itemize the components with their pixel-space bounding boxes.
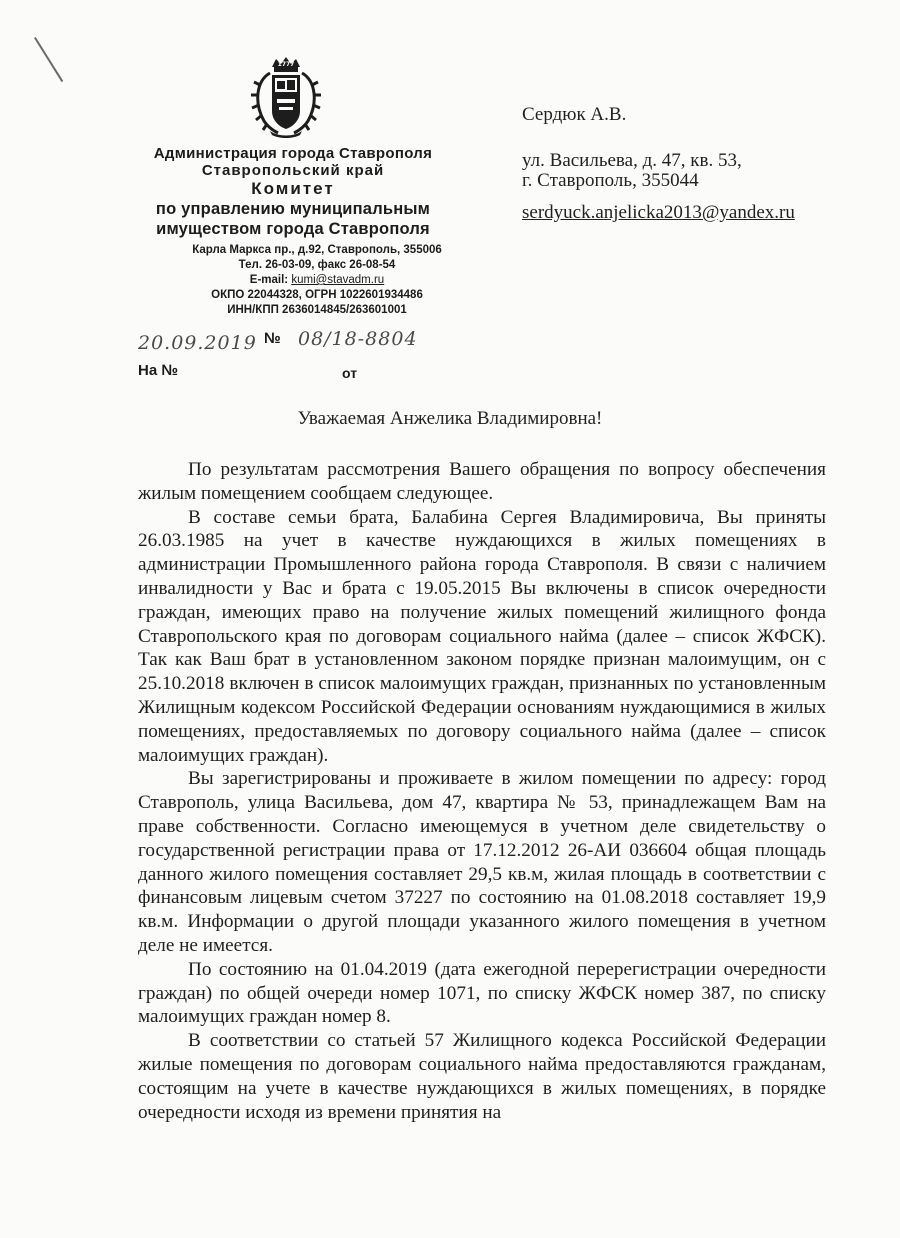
org-region: Ставропольский край [201, 162, 385, 179]
registration-date: 20.09.2019 [138, 332, 257, 354]
org-email-link[interactable]: kumi@stavadm.ru [291, 274, 385, 286]
org-okpo: ОКПО 22044328, ОГРН 1022601934486 [211, 289, 423, 301]
reference-from-label: от [342, 365, 358, 381]
letterhead-text [118, 145, 468, 318]
reference-number-label: На № [138, 362, 179, 379]
registration-number: 08/18-8804 [298, 328, 418, 350]
recipient-name: Сердюк А.В. [522, 104, 627, 125]
salutation: Уважаемая Анжелика Владимировна! [297, 408, 603, 429]
body-paragraph: В составе семьи брата, Балабина Сергея Владимировича, Вы приняты 26.03.1985 на учет в качестве нуждающихся в жилых помещениях в администрации Промышленного района города Ставрополя. В связи с наличием инвалидности у Вас и брата с 19.05.2015 Вы включены в список очередности граждан, имеющих право на получение жилых помещений жилищного фонда Ставропольского края по договорам социального найма (далее – список ЖФСК). Так как Ваш брат в установленном законом порядке признан малоимущим, он с 25.10.2018 включен в список малоимущих граждан, признанных по установленным Жилищным кодексом Российской Федерации основаниям нуждающимися в жилых помещениях, предоставляемых по договору социального найма (далее – список малоимущих граждан). [138, 506, 826, 766]
org-phone: Тел. 26-03-09, факс 26-08-54 [238, 259, 396, 271]
body-paragraph: Вы зарегистрированы и проживаете в жилом помещении по адресу: город Ставрополь, улица Васильева, дом 47, квартира № 53, принадлежащем Вам на праве собственности. Согласно имеющемуся в учетном деле свидетельству о государственной регистрации права от 17.12.2012 26-АИ 036604 общая площадь данного жилого помещения составляет 29,5 кв.м, жилая площадь в соответствии с финансовым лицевым счетом 37227 по состоянию на 01.08.2018 составляет 19,9 кв.м. Информации о другой площади указанного жилого помещения в учетном деле не имеется. [138, 768, 826, 956]
recipient-street: ул. Васильева, д. 47, кв. 53, [522, 150, 742, 171]
body-paragraph: По результатам рассмотрения Вашего обращения по вопросу обеспечения жилым помещением сообщаем следующее. [138, 459, 826, 504]
org-inn: ИНН/КПП 2636014845/263601001 [227, 304, 407, 316]
org-mgmt-line1: по управлению муниципальным [155, 200, 431, 218]
registration-number-label: № [264, 330, 281, 347]
scan-mark [34, 37, 63, 82]
org-admin-name: Администрация города Ставрополя [153, 145, 433, 162]
body-paragraph: По состоянию на 01.04.2019 (дата ежегодной перерегистрации очередности граждан) по общей очереди номер 1071, по списку ЖФСК номер 387, по списку малоимущих граждан номер 8. [138, 958, 826, 1028]
org-mgmt-line2: имуществом города Ставрополя [156, 220, 430, 238]
org-committee: Комитет [251, 179, 335, 198]
coat-of-arms-icon [248, 55, 324, 139]
org-address: Карла Маркса пр., д.92, Ставрополь, 355006 [192, 244, 442, 256]
recipient-email-link[interactable]: serdyuck.anjelicka2013@yandex.ru [522, 202, 795, 223]
recipient-city: г. Ставрополь, 355044 [522, 170, 699, 191]
svg-text:1777: 1777 [277, 61, 295, 68]
org-email-label: E-mail: [249, 274, 289, 286]
org-contacts [118, 243, 468, 318]
body-paragraph: В соответствии со статьей 57 Жилищного кодекса Российской Федерации жилые помещения по договорам социального найма предоставляются гражданам, состоящим на учете в качестве нуждающихся в жилых помещениях, в порядке очередности исходя из времени принятия на [138, 1030, 826, 1123]
org-email-line [166, 273, 468, 288]
letter-body [138, 458, 826, 1124]
